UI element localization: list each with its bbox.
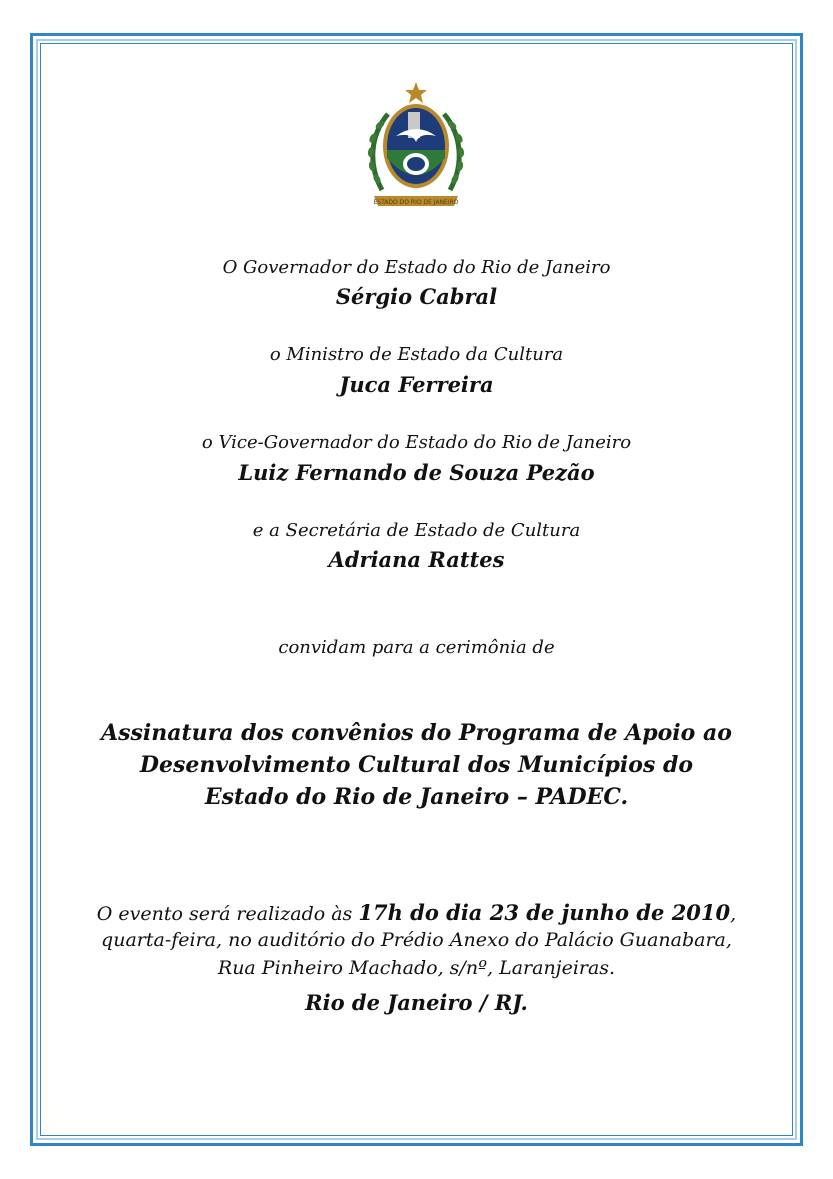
ribbon-text: ESTADO DO RIO DE JANEIRO: [373, 199, 459, 206]
host-name-secretary: Adriana Rattes: [328, 547, 505, 572]
event-venue-line: quarta-feira, no auditório do Prédio Anexo do Palácio Guanabara,: [101, 929, 732, 951]
host-name-governor: Sérgio Cabral: [335, 284, 498, 309]
host-name-vice-governor: Luiz Fernando de Souza Pezão: [238, 460, 595, 485]
host-name-minister: Juca Ferreira: [339, 372, 494, 397]
invite-line: convidam para a cerimônia de: [278, 637, 555, 658]
host-role-governor: O Governador do Estado do Rio de Janeiro: [222, 257, 611, 278]
event-datetime: 17h do dia 23 de junho de 2010: [358, 900, 731, 925]
ceremony-title-line-3: Estado do Rio de Janeiro – PADEC.: [204, 784, 629, 810]
event-city: Rio de Janeiro / RJ.: [305, 990, 528, 1015]
ceremony-title-line-2: Desenvolvimento Cultural dos Municípios do: [139, 752, 694, 778]
event-intro: O evento será realizado às: [96, 903, 359, 925]
ceremony-title-line-1: Assinatura dos convênios do Programa de Apoio ao: [101, 720, 732, 746]
event-date-line: [0, 899, 833, 928]
event-comma: ,: [730, 903, 737, 925]
coat-of-arms-icon: [360, 80, 472, 212]
host-role-minister: o Ministro de Estado da Cultura: [269, 344, 564, 365]
event-address-line: Rua Pinheiro Machado, s/nº, Laranjeiras.: [217, 957, 616, 979]
host-role-vice-governor: o Vice-Governador do Estado do Rio de Janeiro: [201, 432, 632, 453]
host-role-secretary: e a Secretária de Estado de Cultura: [252, 520, 581, 541]
